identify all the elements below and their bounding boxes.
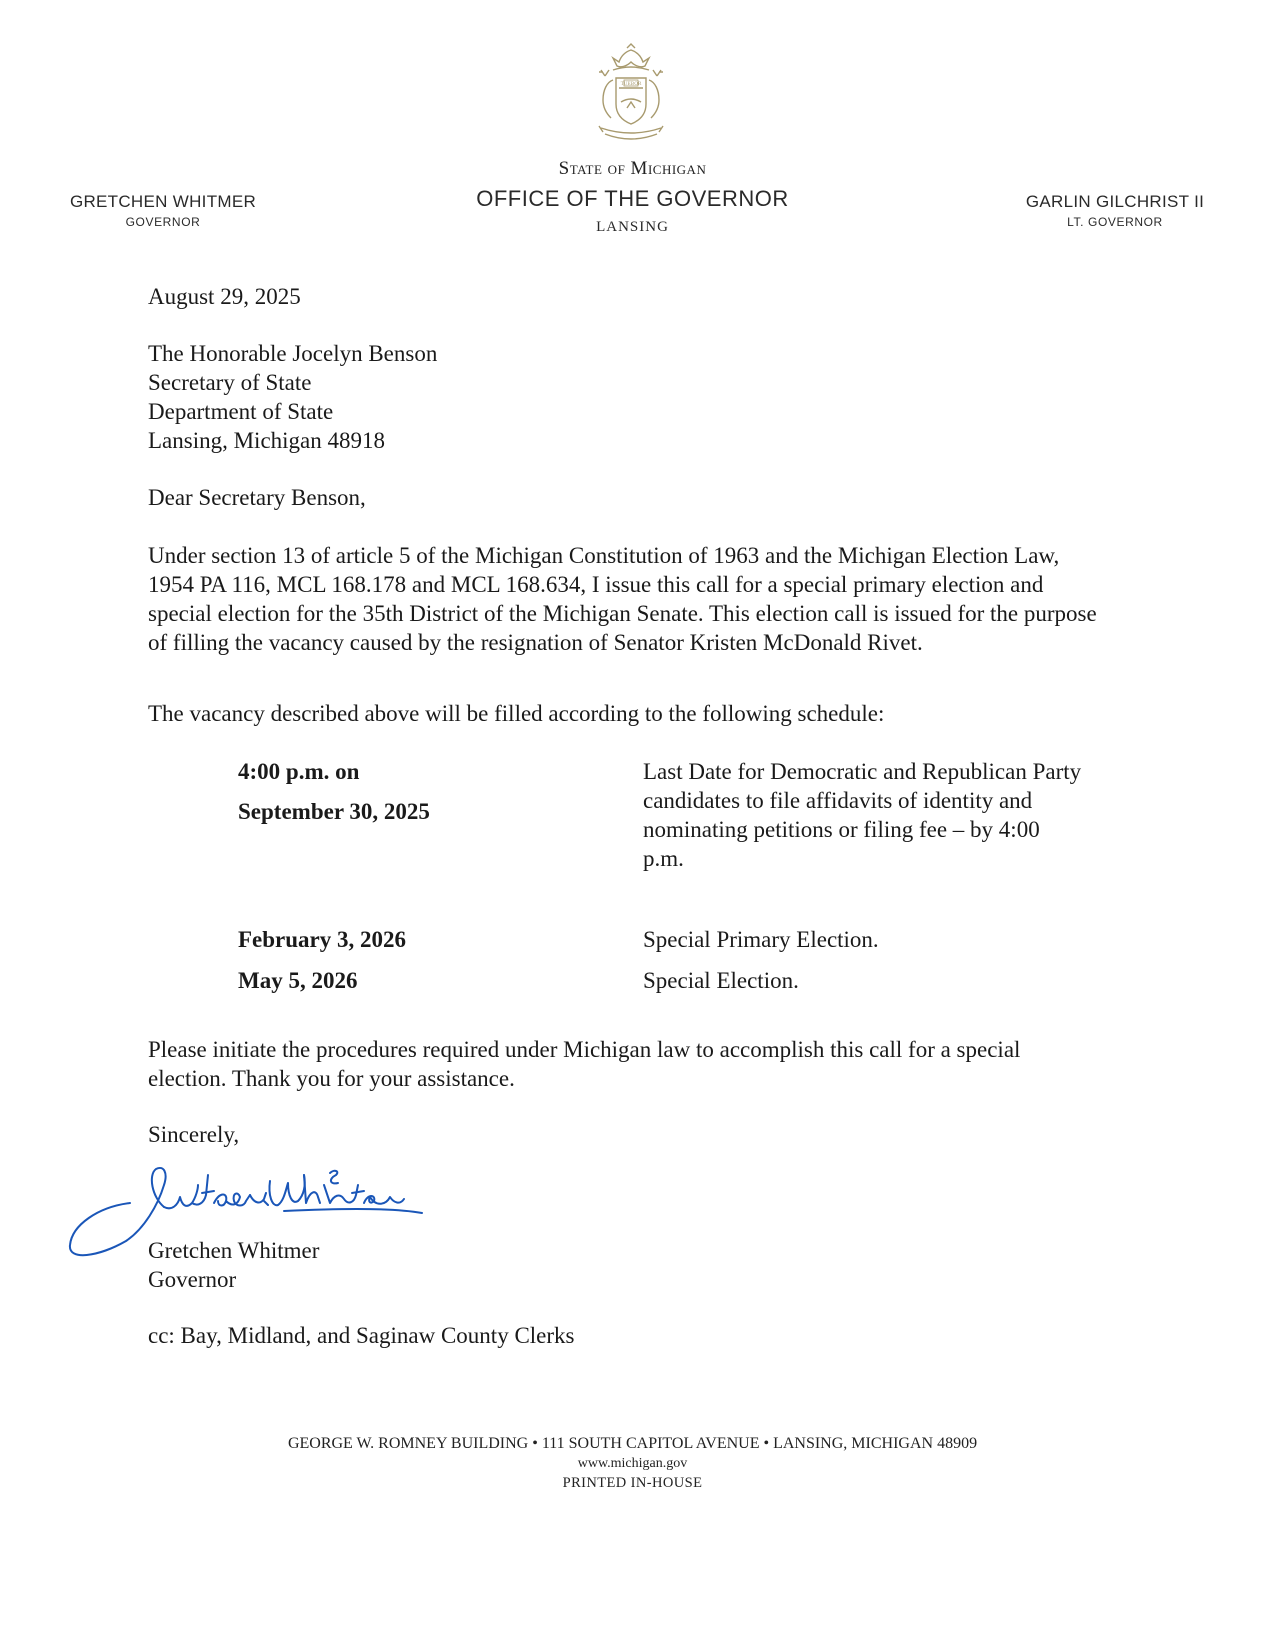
- salutation: Dear Secretary Benson,: [148, 485, 366, 510]
- lt-governor-title: LT. GOVERNOR: [1067, 215, 1163, 229]
- schedule-date-special: May 5, 2026: [238, 968, 358, 993]
- paragraph-request: Please initiate the procedures required under Michigan law to accomplish this call for a special election. Thank you for your assistance.: [148, 1037, 1021, 1091]
- recipient-line: Lansing, Michigan 48918: [148, 428, 385, 453]
- footer-website: www.michigan.gov: [577, 1456, 688, 1471]
- letter-date: August 29, 2025: [148, 284, 301, 309]
- state-seal-icon: [583, 42, 679, 152]
- schedule-date-primary: February 3, 2026: [238, 927, 407, 952]
- paragraph-schedule-intro: The vacancy described above will be filled according to the following schedule:: [148, 701, 885, 726]
- schedule-date: September 30, 2025: [238, 799, 430, 824]
- governor-name: GRETCHEN WHITMER: [69, 192, 257, 211]
- recipient-line: Department of State: [148, 399, 334, 424]
- recipient-address: [148, 339, 437, 455]
- schedule-desc-special: Special Election.: [643, 968, 799, 993]
- closing: Sincerely,: [148, 1122, 240, 1147]
- schedule-desc-primary: Special Primary Election.: [643, 927, 879, 952]
- recipient-line: Secretary of State: [148, 370, 312, 395]
- signer-name: Gretchen Whitmer: [148, 1238, 320, 1263]
- signer-block: [148, 1236, 319, 1294]
- lt-governor-name: GARLIN GILCHRIST II: [1025, 192, 1205, 211]
- state-heading: State of Michigan: [558, 158, 707, 179]
- footer-note: PRINTED IN-HOUSE: [562, 1475, 703, 1491]
- schedule-date-filing: [238, 757, 430, 826]
- seal-motto: TUEBOR: [620, 82, 642, 87]
- schedule-desc-filing: Last Date for Democratic and Republican Party candidates to file affidavits of identity and nominating petitions or filing fee – by 4:00 p.m.: [643, 759, 1082, 871]
- signer-title: Governor: [148, 1267, 237, 1292]
- lt-governor-block: [1010, 192, 1220, 229]
- city-heading: LANSING: [596, 219, 669, 235]
- governor-block: [58, 192, 268, 229]
- office-heading: OFFICE OF THE GOVERNOR: [476, 186, 789, 211]
- footer-address: GEORGE W. ROMNEY BUILDING • 111 SOUTH CAPITOL AVENUE • LANSING, MICHIGAN 48909: [287, 1435, 978, 1452]
- governor-title: GOVERNOR: [125, 215, 201, 229]
- recipient-line: The Honorable Jocelyn Benson: [148, 341, 438, 366]
- schedule-time: 4:00 p.m. on: [238, 759, 360, 784]
- cc-line: cc: Bay, Midland, and Saginaw County Clerks: [148, 1323, 575, 1348]
- paragraph-election-call: Under section 13 of article 5 of the Michigan Constitution of 1963 and the Michigan Election Law, 1954 PA 116, MCL 168.178 and MCL 168.634, I issue this call for a special primary election and special election for the 35th District of the Michigan Senate. This election call is issued for the purpose of filling the vacancy caused by the resignation of Senator Kristen McDonald Rivet.: [148, 543, 1097, 655]
